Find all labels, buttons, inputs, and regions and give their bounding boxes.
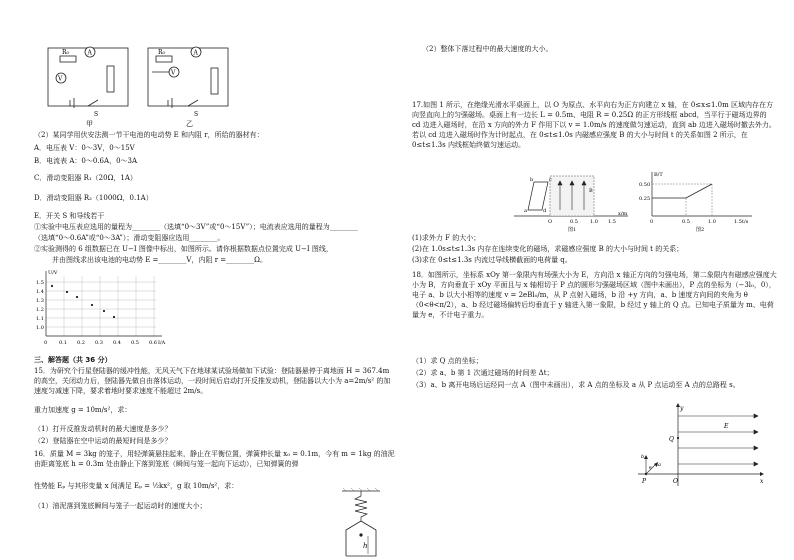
q15-g: 重力加速度 g = 10m/s²，求： bbox=[34, 406, 132, 414]
circuit-yi-label: 乙 bbox=[186, 120, 193, 128]
wire-frame bbox=[528, 182, 548, 210]
q17-text: 17.如图 1 所示，在绝缘光滑水平桌面上，以 O 为原点、水平向右为正方向建立 x 轴，在 0≤x≤1.0m 区域内存在方向竖直向上的匀强磁场。桌面上有一边长 L = 0.5m、电阻 R = 0.25Ω 的正方形线框 abcd，当平行于磁场边界的 cd 边进入磁场时，在沿 x 方向的外力 F 作用下以 v = 1.0m/s 的速度做匀速运动，直到 ab 边进入磁场时撤去外力。若以 cd 边进入磁场时作为计时起点，在 0≤t≤1.0s 内磁感应强度 B 的大小与时间 t 的关系如图 2 所示，在 0≤t≤1.3s 内线框始终做匀速运动。 bbox=[412, 101, 776, 149]
fig3-y: y bbox=[680, 405, 684, 412]
label-B: B bbox=[589, 188, 593, 194]
q16-a: （1）油泥落到笼底瞬间与笼子一起运动时的速度大小； bbox=[34, 502, 207, 510]
fig3 bbox=[628, 402, 768, 490]
x-tick-0-5: 0.5 bbox=[570, 219, 578, 225]
data-point bbox=[91, 304, 93, 306]
ui-graph-grid bbox=[46, 276, 156, 336]
fig2 bbox=[638, 168, 758, 232]
x-tick-1-0: 1.0 bbox=[590, 219, 598, 225]
q17-b: (2)在 1.0s≤t≤1.3s 内存在连续变化的磁场，求磁感应强度 B 的大小与时间 t 的关系； bbox=[412, 245, 684, 253]
q1-line1: ①实验中电压表应选用的量程为________（选填“0～3V”或“0～15V”）；电流表应选用的量程为________ bbox=[34, 223, 358, 231]
circuit-diagrams bbox=[42, 42, 242, 128]
fig3-E: E bbox=[724, 423, 729, 430]
ammeter-label: A bbox=[87, 49, 92, 57]
y-tick: 1.0 bbox=[36, 325, 44, 331]
ui-graph-ylabel: U/V bbox=[48, 270, 58, 276]
ui-graph bbox=[34, 268, 169, 350]
q18-a: （1）求 Q 点的坐标； bbox=[412, 357, 483, 365]
option-d: D．滑动变阻器 R₂（1000Ω，0.1A） bbox=[34, 194, 153, 202]
x-tick: 0.1 bbox=[59, 340, 67, 346]
y-tick: 1.4 bbox=[36, 289, 44, 295]
data-point bbox=[113, 316, 115, 318]
cage bbox=[346, 521, 376, 556]
q-part2-intro: （2）某同学用伏安法测一节干电池的电动势 E 和内阻 r，所给的器材有： bbox=[34, 131, 264, 139]
x-tick: 0.6 bbox=[149, 340, 157, 346]
q15-text: 15．为研究个行星登陆器的缓冲性能，无风天气下在地球某试验场做如下试验：登陆器悬停于离地面 H = 367.4m 的高空，关闭动力后，登陆器先做自由落体运动，一段时间后启动打开反推发动机，登陆器以大小为 a=2m/s² 的加速度匀减速下降，要求着地时要求速度不能超过 2m/s。 bbox=[34, 367, 391, 395]
x-tick: 0.5 bbox=[131, 340, 139, 346]
ui-graph-axes bbox=[46, 271, 162, 336]
q16-text2: 性势能 Eₚ 与其形变量 x 间满足 Eₚ = ½kx²，g 取 10m/s²，求： bbox=[34, 482, 239, 490]
q1-line2: （选填“0～0.6A”或“0～3A”）；滑动变阻器应选用________。 bbox=[34, 234, 225, 242]
fig2-caption: 图2 bbox=[696, 227, 705, 232]
option-a: A．电压表 V：0～3V，0～15V bbox=[34, 144, 135, 152]
switch-label-yi: S bbox=[194, 111, 199, 118]
rx-label: R₀ bbox=[62, 49, 69, 56]
label-c: c bbox=[549, 177, 552, 183]
fig3-Q: Q bbox=[669, 436, 674, 443]
q17-a: (1)求外力 F 的大小； bbox=[412, 234, 481, 242]
ui-graph-xlabel: I/A bbox=[158, 340, 166, 346]
q15-a: （1）打开反推发动机时的最大速度是多少？ bbox=[34, 425, 172, 433]
fig3-theta: θ bbox=[649, 465, 652, 470]
q2-line2: 并由图线求出该电池的电动势 E =________V，内阻 r =________Ω。 bbox=[52, 256, 267, 264]
label-d: d bbox=[543, 208, 547, 214]
x-tick-1-5: 1.5 bbox=[608, 219, 616, 225]
ammeter-label-yi: A bbox=[193, 49, 198, 57]
fig3-O: O bbox=[673, 478, 678, 485]
y-tick: 1.1 bbox=[36, 316, 44, 322]
q16-text: 16．质量 M = 3kg 的笼子，用轻弹簧悬挂起来，静止在平衡位置，弹簧伸长量 x₀ = 0.1m，今有 m = 1kg 的油泥由距离笼底 h = 0.3m 处由静止下落到笼底（瞬间与笼一起向下运动），已知弹簧的弹 bbox=[34, 450, 395, 468]
q17-c: (3)求在 0≤t≤1.3s 内流过导线横截面的电荷量 q。 bbox=[412, 256, 572, 264]
fig1-xlabel: x/m bbox=[618, 211, 628, 217]
q2-line1: ②实验测得的 6 组数据已在 U−I 图像中标出，如图所示。请你根据数据点位置完成 U−I 图线， bbox=[34, 245, 333, 253]
data-point bbox=[66, 291, 68, 293]
switch-label: S bbox=[94, 111, 99, 118]
left-column bbox=[34, 0, 399, 560]
fig3-P: P bbox=[642, 478, 647, 485]
section-title: 三、解答题（共 36 分） bbox=[34, 356, 112, 364]
label-b: b bbox=[530, 177, 534, 183]
q18-text: 18．如图所示，坐标系 xOy 第一象限内有场强大小为 E，方向沿 x 轴正方向的匀强电场，第二象限内有磁感应强度大小为 B，方向垂直于 xOy 平面且与 x 轴相切于 P 点的圆形匀强磁场区域（图中未画出），P 点的坐标为（−3l₀，0），电子 a、b 以大小相等的速度 v = 2eBl₀/m，从 P 点射入磁场，b 沿 +y 方向，a、b 速度方向间的夹角为 θ（0<θ<π/2），a、b 经过磁场偏转后均垂直于 y 轴进入第一象限，b 经过 y 轴上的 Q 点。已知电子质量为 m、电荷量为 e，不计电子重力。 bbox=[412, 271, 777, 319]
label-a: a bbox=[524, 208, 527, 214]
spring bbox=[355, 491, 367, 521]
data-point bbox=[51, 285, 53, 287]
fig2-xtick: 0 bbox=[650, 219, 654, 225]
option-c: C．滑动变阻器 R₁（20Ω，1A） bbox=[34, 174, 137, 182]
fig2-xtick: 0.5 bbox=[682, 219, 690, 225]
fig3-b: b bbox=[641, 454, 645, 460]
x-tick: 0 bbox=[44, 340, 48, 346]
rx-label-yi: R₀ bbox=[158, 49, 165, 56]
q18-b: （2）求 a、b 第 1 次通过磁场的时间差 Δt； bbox=[412, 369, 554, 377]
fig2-ytick-025: 0.25 bbox=[639, 196, 651, 202]
circuit-yi bbox=[148, 47, 228, 108]
x-tick: 0.4 bbox=[113, 340, 121, 346]
fig2-xtick: 1.5 bbox=[734, 219, 742, 225]
h-label: h bbox=[363, 542, 368, 550]
x-tick: 0.2 bbox=[77, 340, 85, 346]
x-tick: 0.3 bbox=[95, 340, 103, 346]
y-tick: 1.3 bbox=[36, 298, 44, 304]
fig1 bbox=[510, 170, 632, 232]
y-tick: 1.5 bbox=[36, 280, 44, 286]
fig1-caption: 图1 bbox=[568, 227, 577, 232]
x-tick-O: O bbox=[548, 219, 553, 225]
voltmeter-label: V bbox=[58, 75, 63, 83]
fig2-xtick: 1.0 bbox=[708, 219, 716, 225]
voltmeter-label-yi: V bbox=[171, 69, 176, 77]
y-tick: 1.2 bbox=[36, 307, 44, 313]
ui-graph-points bbox=[51, 285, 115, 318]
fig2-xlabel: t/s bbox=[742, 219, 749, 225]
top-question: （2）整体下落过程中的最大速度的大小。 bbox=[422, 45, 553, 53]
fig3-x: x bbox=[760, 478, 764, 485]
circuit-jia-label: 甲 bbox=[86, 120, 93, 128]
option-b: B．电流表 A：0～0.6A，0～3A bbox=[34, 157, 138, 165]
e-field-lines bbox=[678, 414, 758, 466]
right-column bbox=[412, 0, 777, 560]
option-e: E．开关 S 和导线若干 bbox=[34, 212, 105, 220]
q15-b: （2）登陆器在空中运动的最短时间是多少？ bbox=[34, 437, 172, 445]
data-point bbox=[76, 296, 78, 298]
fig2-ytick-050: 0.50 bbox=[639, 182, 651, 188]
fig2-ylabel: B/T bbox=[654, 172, 663, 178]
spring-cage-figure bbox=[336, 488, 386, 558]
b-t-line bbox=[652, 184, 712, 198]
fig3-a: a bbox=[658, 462, 661, 468]
q18-c: （3）a、b 离开电场后运经同一点 A（图中未画出），求 A 点的坐标及 a 从 P 点运动至 A 点的总路程 s。 bbox=[412, 381, 740, 389]
data-point bbox=[103, 310, 105, 312]
